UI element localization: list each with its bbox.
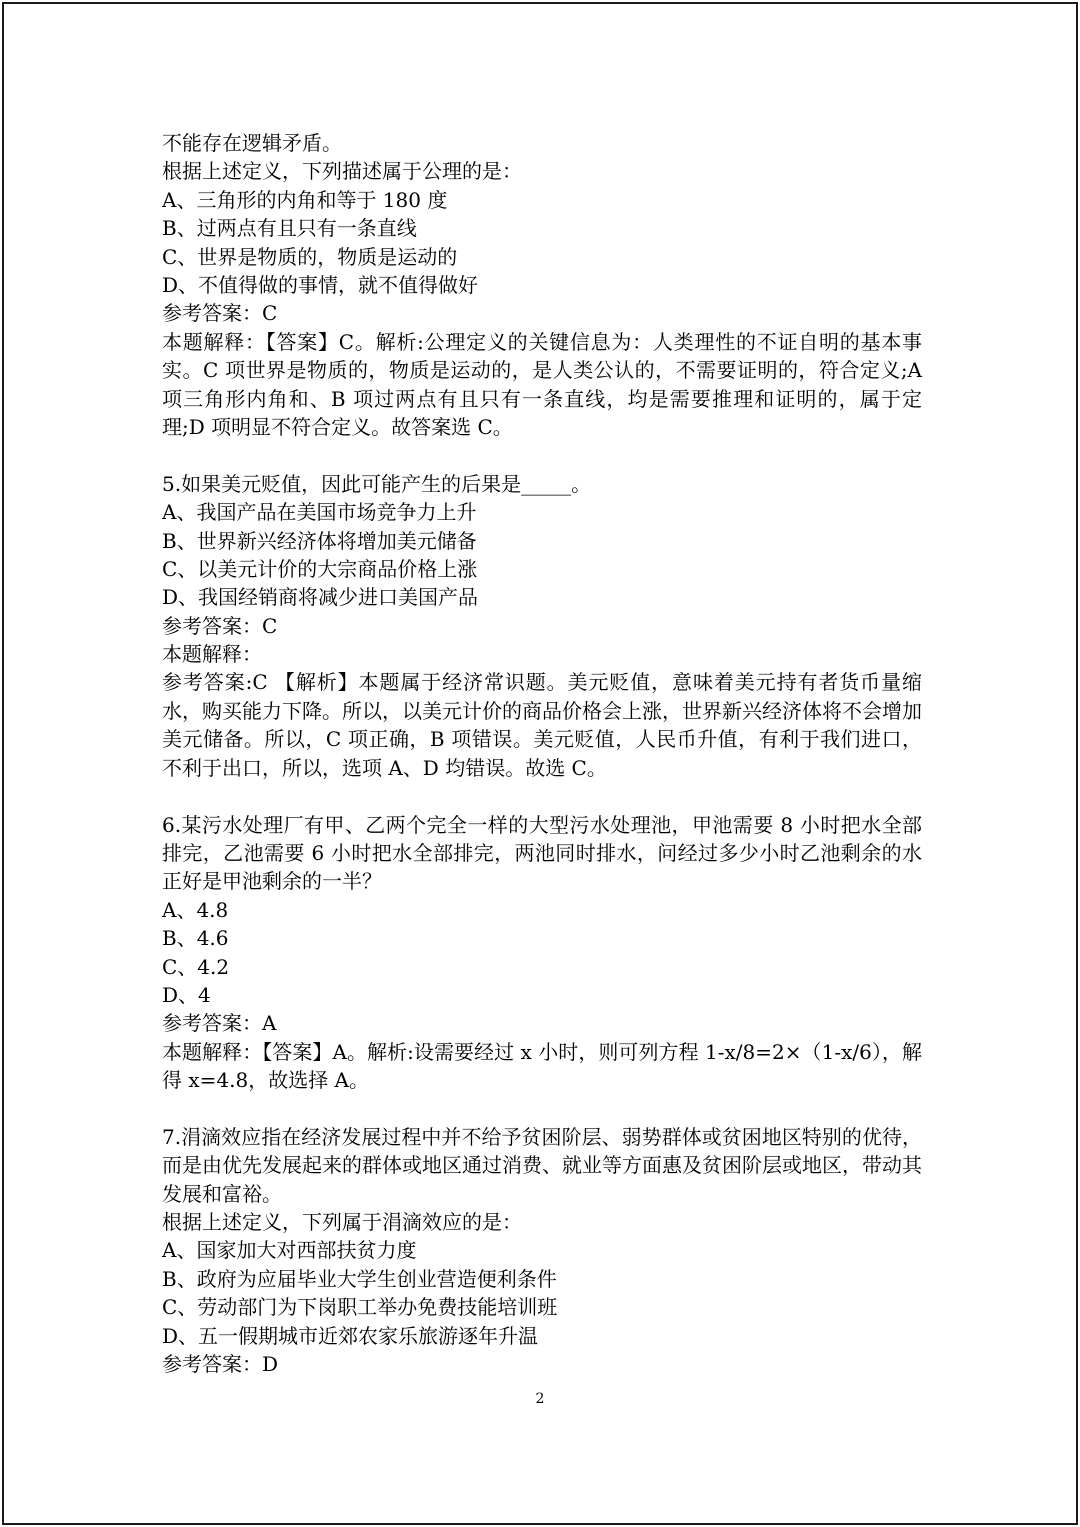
option-c: C、劳动部门为下岗职工举办免费技能培训班: [162, 1295, 558, 1320]
option-c: C、4.2: [162, 954, 230, 979]
option-d: D、五一假期城市近郊农家乐旅游逐年升温: [162, 1323, 539, 1348]
option-c: C、世界是物质的，物质是运动的: [162, 244, 458, 269]
answer-explanation: 参考答案:C 【解析】本题属于经济常识题。美元贬值，意味着美元持有者货币量缩水，购买能力下降。所以，以美元计价的商品价格会上涨，世界新兴经济体将不会增加美元储备。所以，C 项正确，B 项错误。美元贬值，人民币升值，有利于我们进口，不利于出口，所以，选项 A、D 均错误。故选 C。: [162, 670, 922, 780]
question-stem: 6.某污水处理厂有甲、乙两个完全一样的大型污水处理池，甲池需要 8 小时把水全部排完，乙池需要 6 小时把水全部排完，两池同时排水，问经过多少小时乙池剩余的水正好是甲池剩余的一半？: [162, 812, 922, 894]
spacer: [162, 1094, 922, 1122]
question-stem: 5.如果美元贬值，因此可能产生的后果是_____。: [162, 471, 592, 496]
option-a: A、国家加大对西部扶贫力度: [162, 1238, 417, 1263]
option-d: D、不值得做的事情，就不值得做好: [162, 272, 479, 297]
answer-explanation: 本题解释：【答案】A。解析:设需要经过 x 小时，则可列方程 1-x/8=2×（1-x/6），解得 x=4.8，故选择 A。: [162, 1039, 922, 1093]
question-7: [162, 1123, 922, 1379]
option-d: D、我国经销商将减少进口美国产品: [162, 585, 479, 610]
option-c: C、以美元计价的大宗商品价格上涨: [162, 556, 478, 581]
question-prompt: 根据上述定义，下列描述属于公理的是：: [162, 159, 522, 184]
reference-answer: 参考答案：C: [162, 301, 278, 326]
option-b: B、世界新兴经济体将增加美元储备: [162, 528, 477, 553]
answer-explanation: 本题解释：【答案】C。解析:公理定义的关键信息为：人类理性的不证自明的基本事实。C 项世界是物质的，物质是运动的，是人类公认的，不需要证明的，符合定义;A 项三角形内角和、B 项过两点有且只有一条直线，均是需要推理和证明的，属于定理;D 项明显不符合定义。故答案选 C。: [162, 329, 922, 439]
explanation-label: 本题解释：: [162, 642, 262, 667]
question-continuation: 不能存在逻辑矛盾。: [162, 131, 342, 155]
option-b: B、4.6: [162, 926, 229, 951]
reference-answer: 参考答案：D: [162, 1352, 279, 1377]
question-5: [162, 470, 922, 782]
spacer: [162, 782, 922, 810]
reference-answer: 参考答案：C: [162, 613, 278, 638]
option-b: B、过两点有且只有一条直线: [162, 216, 417, 241]
option-a: A、4.8: [162, 897, 229, 922]
document-body: [162, 129, 922, 1378]
question-prompt: 根据上述定义，下列属于涓滴效应的是：: [162, 1210, 522, 1235]
question-stem: 7.涓滴效应指在经济发展过程中并不给予贫困阶层、弱势群体或贫困地区特别的优待，而是由优先发展起来的群体或地区通过消费、就业等方面惠及贫困阶层或地区，带动其发展和富裕。: [162, 1124, 922, 1206]
spacer: [162, 441, 922, 469]
option-a: A、三角形的内角和等于 180 度: [162, 187, 448, 212]
option-d: D、4: [162, 982, 211, 1007]
question-6: [162, 811, 922, 1095]
question-4-tail: [162, 129, 922, 441]
page-number: 2: [535, 1391, 545, 1407]
option-b: B、政府为应届毕业大学生创业营造便利条件: [162, 1266, 557, 1291]
reference-answer: 参考答案：A: [162, 1011, 277, 1036]
option-a: A、我国产品在美国市场竞争力上升: [162, 500, 477, 525]
